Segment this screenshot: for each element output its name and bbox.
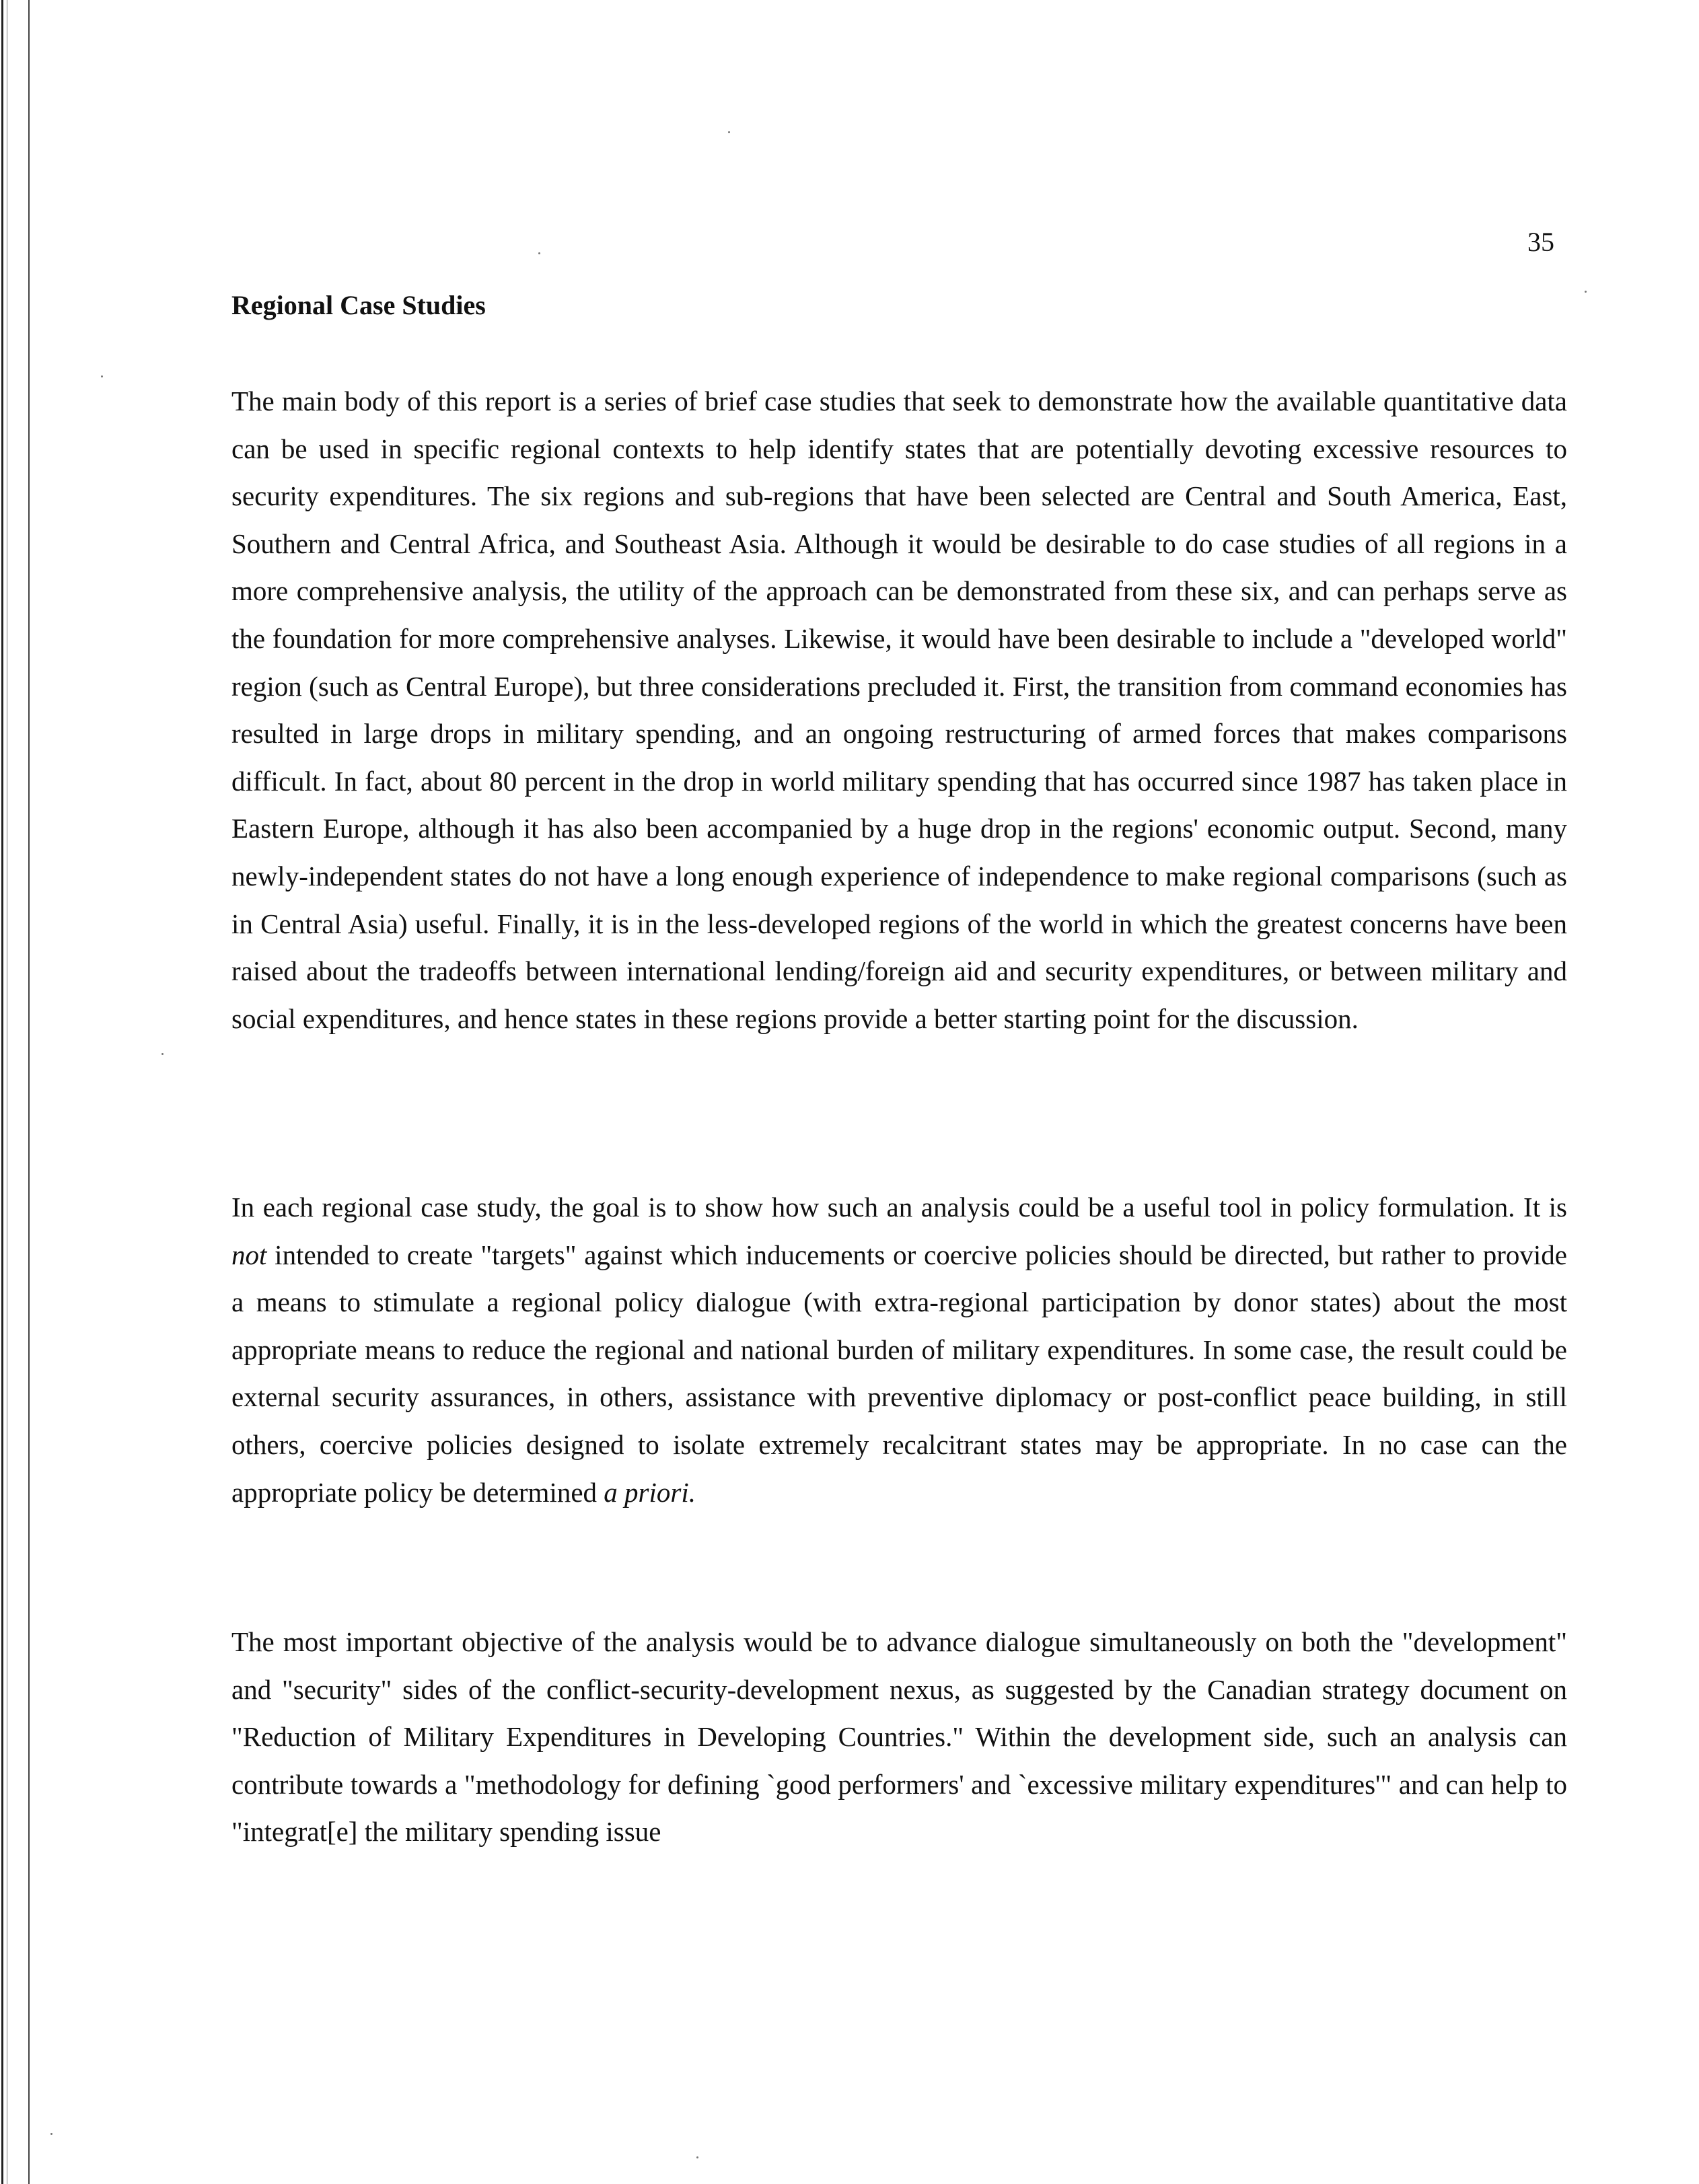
binding-line — [1, 0, 3, 2184]
paragraph: The main body of this report is a series of brief case studies that seek to demonstrate how the available quantitative data can be used in specific regional contexts to help identify states that are potentially devoting excessive resources to security expenditures. The six regions and sub-regions that have been selected are Central and South America, East, Southern and Central Africa, and Southeast Asia. Although it would be desirable to do case studies of all regions in a more comprehensive analysis, the utility of the approach can be demonstrated from these six, and can perhaps serve as the foundation for more comprehensive analyses. Likewise, it would have been desirable to include a "developed world" region (such as Central Europe), but three considerations precluded it. First, the transition from command economies has resulted in large drops in military spending, and an ongoing restructuring of armed forces that makes comparisons difficult. In fact, about 80 percent in the drop in world military spending that has occurred since 1987 has taken place in Eastern Europe, although it has also been accompanied by a huge drop in the regions' economic output. Second, many newly-independent states do not have a long enough experience of independence to make regional comparisons (such as in Central Asia) useful. Finally, it is in the less-developed regions of the world in which the greatest concerns have been raised about the tradeoffs between international lending/foreign aid and security expenditures, or between military and social expenditures, and hence states in these regions provide a better starting point for the discussion. — [231, 386, 1567, 1034]
scan-speck — [696, 2156, 698, 2158]
binding-line — [28, 0, 30, 2184]
scan-speck — [728, 131, 730, 133]
scan-speck — [161, 1053, 164, 1055]
paragraph-text: intended to create "targets" against which inducements or coercive policies should be directed, but rather to provide a means to stimulate a regional policy dialogue (with extra-regional participation by donor states) about the most appropriate means to reduce the regional and national burden of military expenditures. In some case, the result could be external security assurances, in others, assistance with preventive diplomacy or post-conflict peace building, in still others, coercive policies designed to isolate extremely recalcitrant states may be appropriate. In no case can the appropriate policy be determined — [231, 1239, 1567, 1508]
scan-speck — [50, 2133, 52, 2135]
emphasis-text: not — [231, 1239, 267, 1270]
scan-speck — [1585, 291, 1587, 293]
scan-speck — [101, 375, 103, 377]
emphasis-text: a priori. — [604, 1476, 696, 1508]
paragraph-text: In each regional case study, the goal is to show how such an analysis could be a useful tool in policy formulation. It is — [231, 1192, 1567, 1223]
page-number: 35 — [1527, 227, 1554, 257]
scan-speck — [538, 252, 540, 254]
paragraph: The most important objective of the analysis would be to advance dialogue simultaneously on both the "development" and "security" sides of the conflict-security-development nexus, as suggested by the Canadian strategy document on "Reduction of Military Expenditures in Developing Countries." Within the development side, such an analysis can contribute towards a "methodology for defining `good performers' and `excessive military expenditures'" and can help to "integrat[e] the military spending issue — [231, 1626, 1567, 1848]
section-heading: Regional Case Studies — [231, 290, 486, 320]
paragraph — [231, 1184, 1567, 1516]
scan-binding-edge — [0, 0, 34, 2184]
